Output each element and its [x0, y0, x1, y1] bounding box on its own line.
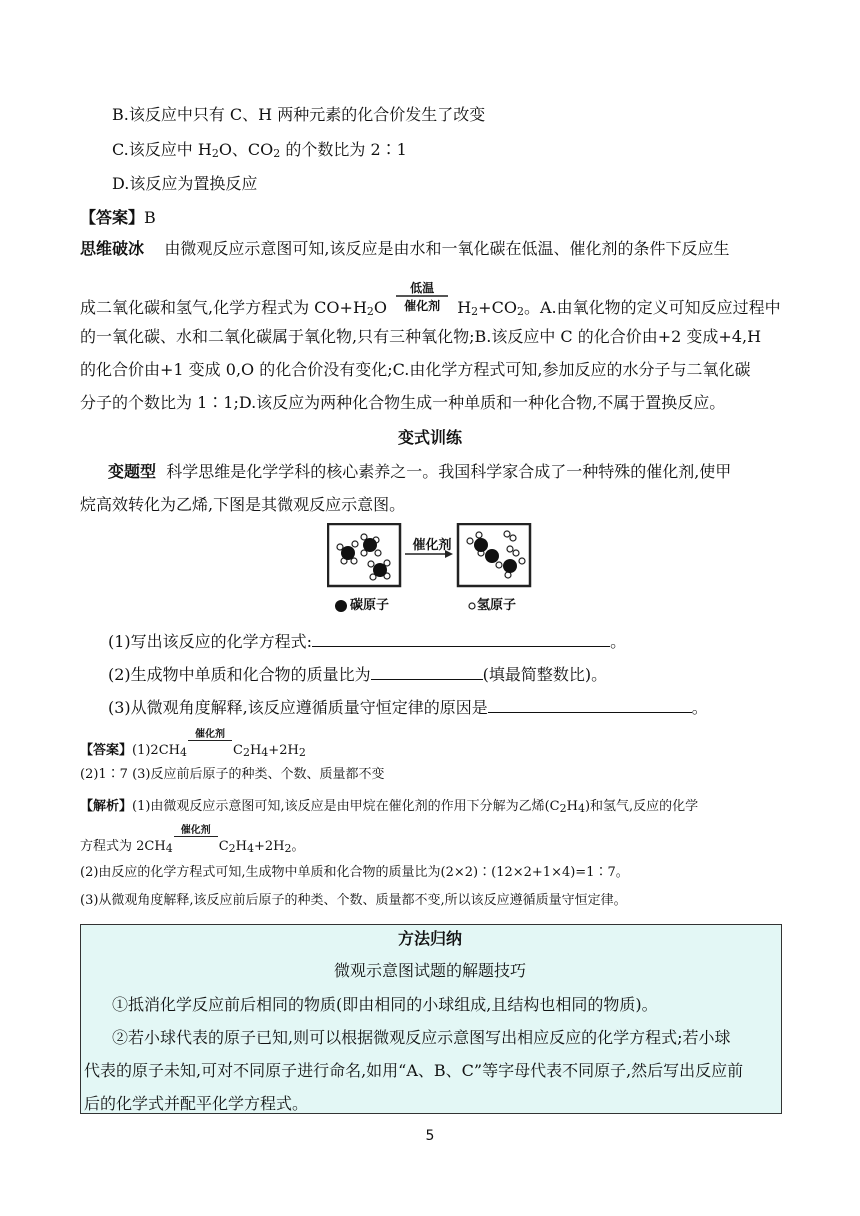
thinking-line-3: 的一氧化碳、水和二氧化碳属于氧化物,只有三种氧化物;B.该反应中 C 的化合价由+2 变成+4,H	[80, 327, 762, 346]
legend-hydrogen: 氢原子	[477, 598, 517, 613]
method-item-2-line-2: 代表的原子未知,可对不同原子进行命名,如用“A、B、C”等字母代表不同原子,然后写出反应前	[84, 1061, 744, 1080]
method-title: 方法归纳	[397, 929, 462, 948]
legend-carbon: 碳原子	[350, 598, 390, 613]
thinking-line-5: 分子的个数比为 1∶1;D.该反应为两种化合物生成一种单质和一种化合物,不属于置换反应。	[80, 393, 726, 412]
analysis-line-2: 方程式为 $2CH_4$ 催化剂 $C_2H_4+2H_2$。	[80, 825, 305, 855]
page-number: 5	[425, 1128, 435, 1144]
question-3: (3)从微观角度解释,该反应遵循质量守恒定律的原因是 。	[108, 698, 708, 717]
thinking-line-2: 成二氧化碳和氢气,化学方程式为 $CO+H_2O$ 低温 催化剂 $H_2+CO_2$。A.由氧化物的定义可知反应过程中	[80, 281, 781, 318]
thinking-line-4: 的化合价由+1 变成 0,O 的化合价没有变化;C.由化学方程式可知,参加反应的水分子与二氧化碳	[80, 360, 751, 379]
method-item-2-line-3: 后的化学式并配平化学方程式。	[84, 1094, 309, 1113]
diagram-arrow-label: 催化剂	[412, 538, 452, 553]
answer-blank-2	[371, 663, 483, 680]
analysis-line-3: (2)由反应的化学方程式可知,生成物中单质和化合物的质量比为(2×2)∶(12×2+1×4)=1∶7。	[80, 865, 629, 880]
option-b: B.该反应中只有 C、H 两种元素的化合价发生了改变	[112, 105, 486, 124]
reaction-condition: 低温 催化剂	[396, 293, 448, 319]
thinking-line-1: 思维破冰 由微观反应示意图可知,该反应是由水和一氧化碳在低温、催化剂的条件下反应生	[80, 239, 730, 258]
answer-1: 【答案】B	[80, 208, 156, 227]
answer-blank-3	[488, 696, 692, 713]
method-subtitle: 微观示意图试题的解题技巧	[333, 961, 526, 980]
variant-line-1: 变题型 科学思维是化学学科的核心素养之一。我国科学家合成了一种特殊的催化剂,使甲	[108, 462, 732, 481]
method-summary-box	[80, 924, 782, 1114]
analysis-line-1: 【解析】(1)由微观反应示意图可知,该反应是由甲烷在催化剂的作用下分解为乙烯$(C_2H_4)$和氢气,反应的化学	[80, 799, 699, 815]
variant-heading: 变式训练	[397, 428, 462, 447]
answer-blank-1	[312, 630, 610, 647]
thinking-label: 思维破冰	[80, 239, 145, 258]
answer-2-line-2: (2)1∶7 (3)反应前后原子的种类、个数、质量都不变	[80, 767, 385, 782]
answer-2-line-1: 【答案】$(1)2CH_4$ 催化剂 $C_2H_4+2H_2$	[80, 729, 306, 759]
question-1: (1)写出该反应的化学方程式: 。	[108, 632, 627, 651]
method-item-2-line-1: ②若小球代表的原子已知,则可以根据微观反应示意图写出相应反应的化学方程式;若小球	[112, 1028, 731, 1047]
option-d: D.该反应为置换反应	[112, 174, 258, 193]
question-2: (2)生成物中单质和化合物的质量比为 (填最简整数比)。	[108, 665, 608, 684]
variant-line-2: 烷高效转化为乙烯,下图是其微观反应示意图。	[80, 495, 406, 514]
method-item-1: ①抵消化学反应前后相同的物质(即由相同的小球组成,且结构也相同的物质)。	[112, 995, 658, 1014]
option-c: C.该反应中 $H_2O$、$CO_2$ 的个数比为 2∶1	[112, 140, 407, 160]
analysis-line-4: (3)从微观角度解释,该反应前后原子的种类、个数、质量都不变,所以该反应遵循质量守恒定律。	[80, 893, 627, 908]
